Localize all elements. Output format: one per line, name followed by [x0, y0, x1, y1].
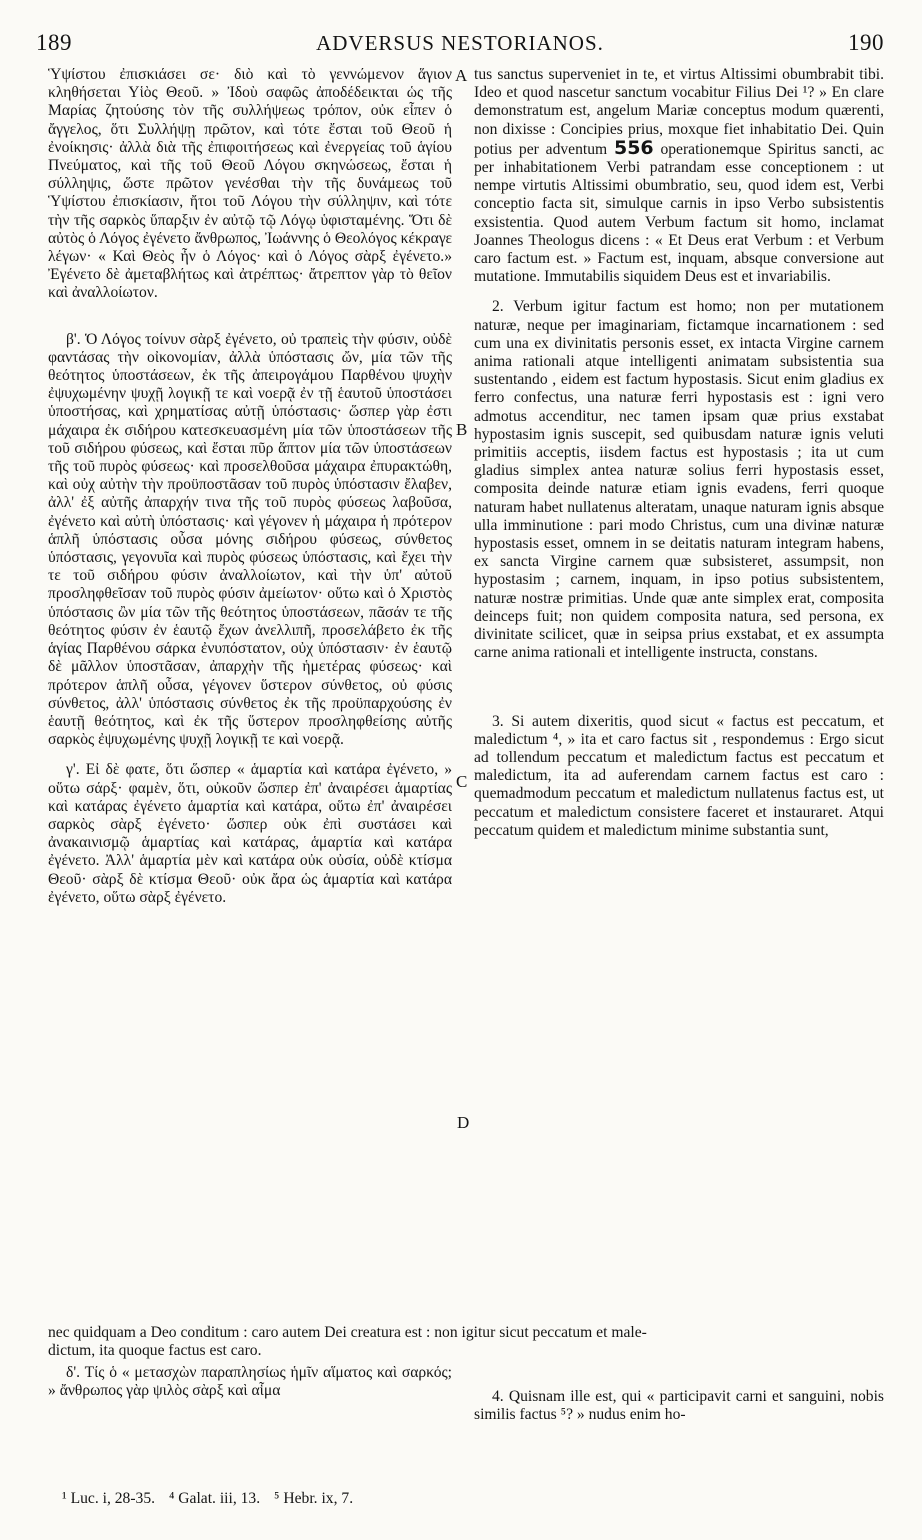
footnotes [62, 1490, 363, 1508]
spanning-line-1: nec quidquam a Deo conditum : caro autem Dei creatura est : non igitur sicut peccatum et male- [48, 1324, 647, 1341]
greek-paragraph-1: Ὑψίστου ἐπισκιάσει σε· διὸ καὶ τὸ γεννώμενον ἅγιον κληθήσεται Υἱὸς Θεοῦ. » Ἰδοὺ σαφῶς ἀποδέδεικται ὡς τῆς Μαρίας ζητούσης τὸν τῆς συλλήψεως τρόπον, οὐκ εἶπεν ὁ ἄγγελος, ὅτι Συλλήψῃ πρῶτον, καὶ τότε ἔσται τοῦ Θεοῦ ἡ ἐνοίκησις· ἀλλὰ διὰ τῆς ἐπιφοιτήσεως καὶ ἐνεργείας τοῦ ἁγίου Πνεύματος, καὶ τῆς τοῦ Θεοῦ Λόγου σκηνώσεως, ἔσται ἡ σύλληψις, ὥστε πρῶτον γενέσθαι τὴν τῆς δυνάμεως τοῦ Ὑψίστου ἐπισκίασιν, ἤτοι τοῦ Λόγου τὴν σύλληψιν, καὶ τότε τὴν τῆς σαρκὸς ὕπαρξιν ἐν αὐτῷ τῷ Λόγῳ ὑφισταμένης. Ὅτι δὲ αὐτὸς ὁ Λόγος ἐγένετο ἄνθρωπος, Ἰωάννης ὁ Θεολόγος κέκραγε λέγων· « Καὶ Θεὸς ἦν ὁ Λόγος· καὶ ὁ Λόγος σὰρξ ἐγένετο.» Ἐγένετο δὲ ἀμεταβλήτως καὶ ἀτρέπτως· ἄτρεπτον γὰρ τὸ θεῖον καὶ ἀναλλοίωτον. [48, 66, 452, 302]
margin-marker-a: A [455, 66, 468, 85]
running-title: ADVERSUS NESTORIANOS. [316, 31, 604, 55]
spanning-line-2: dictum, ita quoque factus est caro. [48, 1342, 262, 1359]
footnote-2: ⁴ Galat. iii, 13. [168, 1490, 261, 1507]
greek-column [48, 66, 452, 907]
margin-marker-b: B [456, 420, 468, 439]
greek-paragraph-4: δ'. Τίς ὁ « μετασχὼν παραπλησίως ἡμῖν αἵματος καὶ σαρκός; » ἄνθρωπος γὰρ ψιλὸς σὰρξ καὶ αἷμα [48, 1364, 452, 1400]
greek-paragraph-2: β'. Ὁ Λόγος τοίνυν σὰρξ ἐγένετο, οὐ τραπεὶς τὴν φύσιν, οὐδὲ φαντάσας τὴν οἰκονομίαν, ἀλλὰ ὑπόστασις ὤν, μία τῶν τῆς θεότητος ὑποστάσεων, ἐκ τῆς ἀπειρογάμου Παρθένου ψυχὴν ἐψυχωμένην ψυχῇ λογικῇ τε καὶ νοερᾷ ἐν τῇ ἑαυτοῦ ὑποστάσει ὑποστήσας, καὶ χρηματίσας αὐτῇ ὑπόστασις· ὥσπερ γὰρ ἐστι μάχαιρα ἐκ σιδήρου κατεσκευασμένη μία τῶν ὑποστάσεων τῆς τοῦ σιδήρου φύσεως, καὶ ἔσται πῦρ ἅπτον μία τῶν ὑποστάσεων τῆς τοῦ πυρὸς φύσεως· καὶ προσελθοῦσα μάχαιρα ἐπυρακτώθη, καὶ οὐχ αὐτὴν τὴν προϋποστᾶσαν τοῦ πυρὸς ὑπόστασιν ἔλαβεν, ἀλλ' ἐξ αὐτῆς ἀπαρχήν τινα τῆς τοῦ πυρὸς φύσεως λαβοῦσα, ἐγένετο καὶ αὐτὴ ὑπόστασις· καὶ γέγονεν ἡ μάχαιρα ἡ πρότερον ἁπλῆ ὑπόστασις οὖσα μόνης σιδήρου φύσεως, σύνθετος ὑπόστασις, γεγονυῖα καὶ πυρὸς φύσεως ὑπόστασις, καὶ ἔχει τὴν τε τοῦ σιδήρου φύσιν ἀναλλοίωτον, καὶ τὴν ὑπ' αὐτοῦ προσληφθεῖσαν τοῦ πυρὸς φύσιν ἀμείωτον· οὕτω καὶ ὁ Χριστὸς ὑπόστασις ὢν μία τῶν τῆς θεότητος ὑποστάσεων, πᾶσάν τε τῆς θεότητος φύσιν ἐν ἑαυτῷ ἔχων ἀνελλιπῆ, προσελάβετο ἐκ τῆς ἁγίας Παρθένου σάρκα ἐνυπόστατον, οὐχ ὑπόστασιν· ἐν ἑαυτῷ δὲ μᾶλλον ὑποστᾶσαν, ἀπαρχὴν τῆς ἡμετέρας φύσεως· καὶ πρότερον ἁπλῆ οὖσα, γέγονεν ὕστερον σύνθετος, οὐ φύσις σύνθετος, ἀλλ' ὑπόστασις σύνθετος ἐκ τῆς προϋπαρχούσης ἐν ἑαυτῇ θεότητος, καὶ ἐκ τῆς ὕστερον προσληφθείσης αὐτῆς σαρκὸς ἐψυχωμένης ψυχῇ λογικῇ τε καὶ νοερᾷ. [48, 330, 452, 749]
left-page-number: 189 [36, 30, 72, 55]
latin-column-bottom [474, 1388, 884, 1424]
latin-paragraph-3: 3. Si autem dixeritis, quod sicut « factus est peccatum, et maledictum ⁴, » ita et caro factus sit , respondemus : Ergo sicut ad tollendum peccatum et maledictum factus est peccatum et maledictum, ita ad auferendam carnem factus est caro : quemadmodum peccatum et maledictum nullatenus factus est, ut peccatum et maledictum consistere faceret et instauraret. Atqui peccatum quidem et maledictum minime substantia sunt, [474, 712, 884, 839]
column-number-marker: 556 [613, 136, 654, 159]
margin-marker-c: C [456, 772, 468, 791]
latin-paragraph-1-end: operationemque Spiritus sancti, ac per inhabitationem Verbi patrandam esse conceptionem : ut nempe virtutis Altissimi obumbratio, seu, quod idem est, Verbi conceptio facta sit, simulque carnis in ipso Verbo subsistentis exsistentia. Quod autem Verbum factum sit homo, inclamat Joannes Theologus dicens : « Et Deus erat Verbum : et Verbum caro factum est. » Factum est, inquam, absque conversione aut mutatione. Immutabilis siquidem Deus est et invariabilis. [474, 140, 884, 286]
footnote-3: ⁵ Hebr. ix, 7. [274, 1490, 354, 1507]
margin-marker-d: D [457, 1113, 470, 1132]
latin-paragraph-1 [474, 66, 884, 286]
footnote-1: ¹ Luc. i, 28-35. [62, 1490, 156, 1507]
greek-paragraph-3: γ'. Εἰ δὲ φατε, ὅτι ὥσπερ « ἁμαρτία καὶ κατάρα ἐγένετο, » οὕτω σάρξ· φαμὲν, ὅτι, οὐκοῦν ὥσπερ ἐπ' ἀναιρέσει ἁμαρτίας καὶ κατάρας ἐγένετο ἁμαρτία καὶ κατάρα, οὕτω ἐπ' ἀναιρέσει σαρκὸς σὰρξ ἐγένετο· ὥσπερ οὐκ ἐπὶ συστάσει καὶ ἀνακαινισμῷ ἁμαρτίας καὶ κατάρας, ἁμαρτία καὶ κατάρα ἐγένετο. Ἀλλ' ἁμαρτία μὲν καὶ κατάρα οὐκ οὐσία, οὐδὲ κτίσμα Θεοῦ· σὰρξ δὲ κτίσμα Θεοῦ· οὐκ ἄρα ὡς ἁμαρτία καὶ κατάρα ἐγένετο, οὕτω σὰρξ ἐγένετο. [48, 761, 452, 906]
greek-column-bottom [48, 1364, 452, 1400]
latin-paragraph-1-start: tus sanctus superveniet in te, et virtus Altissimi obumbrabit tibi. Ideo et quod nascetur sanctum vocabitur Filius Dei ¹? » En clare demonstratum est, angelum Mariæ conceptus modum quærenti, non dixisse : Concipies prius, moxque fiet inhabitatio Dei. Quin potius per adventum [474, 66, 884, 158]
right-page-number: 190 [847, 30, 884, 55]
page-header [36, 30, 884, 64]
latin-column [474, 66, 884, 840]
latin-paragraph-2: 2. Verbum igitur factum est homo; non per mutationem naturæ, neque per imaginariam, fictamque incarnationem : sed cum una ex divinitatis personis esset, ex intacta Virgine carnem anima rationali atque intelligenti animatam subsistentia sua sustentando , eidem est factum hypostasis. Sicut enim gladius ex ferro confectus, una naturæ ferri hypostasis est : igni vero admotus accenditur, nec tamen ipsam quæ prius exstabat hypostasim ignis suscepit, sed quibusdam naturæ ignis veluti primitiis acceptis, iisdem factus est hypostasis ; ita ut cum gladius simplex antea naturæ solius ferri hypostasis esset, composita deinde naturæ etiam ignis evadens, ferri quoque naturam habet nullatenus alteratam, unaque naturam ignis absque ulla imminutione : pari modo Christus, cum una divinæ naturæ hypostasis esset, omnem in se deitatis naturam integram habens, ex sancta Virgine carnem quæ subsisteret, assumpsit, non hypostasim ; carnem, inquam, in ipso potius subsistentem, naturæ nostræ primitias. Unde quæ ante simplex erat, composita deinceps fuit; non quidem composita natura, sed persona, ex divinitate scilicet, quæ in seipsa prius exstabat, et ex assumpta carne anima rationali et intelligente instructa, constans. [474, 298, 884, 662]
latin-paragraph-4: 4. Quisnam ille est, qui « participavit carni et sanguini, nobis similis factus ⁵? » nudus enim ho- [474, 1388, 884, 1424]
